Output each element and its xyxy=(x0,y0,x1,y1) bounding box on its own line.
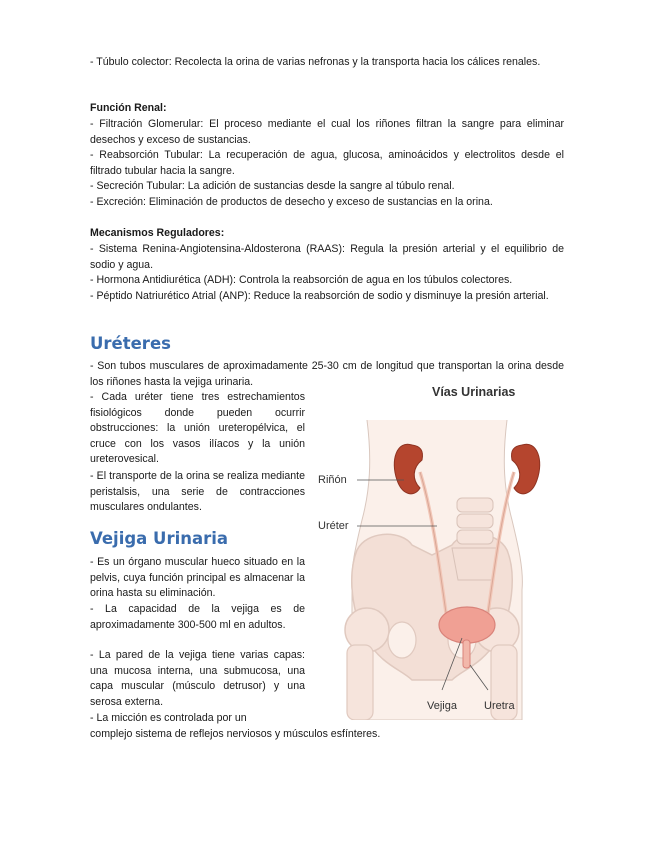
vejiga-heading: Vejiga Urinaria xyxy=(90,529,229,548)
ureteres-paragraph: - Son tubos musculares de aproximadamente 25-30 cm de longitud que transportan la orina desde los riñones hasta la vejiga urinaria. xyxy=(90,360,564,388)
funcion-renal-item: - Filtración Glomerular: El proceso mediante el cual los riñones filtran la sangre para eliminar desechos y exceso de sustancias. xyxy=(90,118,564,146)
vejiga-paragraph: - La pared de la vejiga tiene varias capas: una mucosa interna, una submucosa, una capa muscular (músculo detrusor) y una serosa externa. xyxy=(90,649,305,708)
vejiga-paragraph: - Es un órgano muscular hueco situado en la pelvis, cuya función principal es almacenar la orina hasta su eliminación. xyxy=(90,556,305,600)
vejiga-paragraph: complejo sistema de reflejos nerviosos y músculos esfínteres. xyxy=(90,728,381,740)
ureteres-heading: Uréteres xyxy=(90,334,171,353)
vejiga-paragraph: - La capacidad de la vejiga es de aproximadamente 300-500 ml en adultos. xyxy=(90,603,305,631)
vejiga-paragraph: - La micción es controlada por un xyxy=(90,712,247,724)
mecanismos-title: Mecanismos Reguladores: xyxy=(90,227,225,239)
mecanismos-item: - Hormona Antidiurética (ADH): Controla la reabsorción de agua en los túbulos colectores. xyxy=(90,274,513,286)
funcion-renal-item: - Reabsorción Tubular: La recuperación de agua, glucosa, aminoácidos y electrolitos desde el filtrado tubular hacia la sangre. xyxy=(90,149,564,177)
funcion-renal-item: - Excreción: Eliminación de productos de desecho y exceso de sustancias en la orina. xyxy=(90,196,493,208)
mecanismos-item: - Péptido Natriurético Atrial (ANP): Reduce la reabsorción de sodio y disminuye la presión arterial. xyxy=(90,290,549,302)
urinary-tract-illustration xyxy=(312,380,552,720)
label-ureter: Uréter xyxy=(318,520,349,532)
tubulo-colector-text: - Túbulo colector: Recolecta la orina de varias nefronas y la transporta hacia los cálices renales. xyxy=(90,56,541,68)
label-vejiga: Vejiga xyxy=(427,700,457,712)
label-rinon: Riñón xyxy=(318,474,347,486)
funcion-renal-title: Función Renal: xyxy=(90,102,167,114)
figure-title: Vías Urinarias xyxy=(432,385,516,399)
mecanismos-item: - Sistema Renina-Angiotensina-Aldosterona (RAAS): Regula la presión arterial y el equilibrio de sodio y agua. xyxy=(90,243,564,271)
ureteres-paragraph: - Cada uréter tiene tres estrechamientos fisiológicos donde pueden ocurrir obstrucciones: la unión ureteropélvica, el cruce con los vasos ilíacos y la unión ureterovesical. xyxy=(90,391,305,466)
ureteres-paragraph: - El transporte de la orina se realiza mediante peristalsis, una serie de contracciones musculares ondulantes. xyxy=(90,470,305,514)
label-uretra: Uretra xyxy=(484,700,515,712)
funcion-renal-item: - Secreción Tubular: La adición de sustancias desde la sangre al túbulo renal. xyxy=(90,180,455,192)
